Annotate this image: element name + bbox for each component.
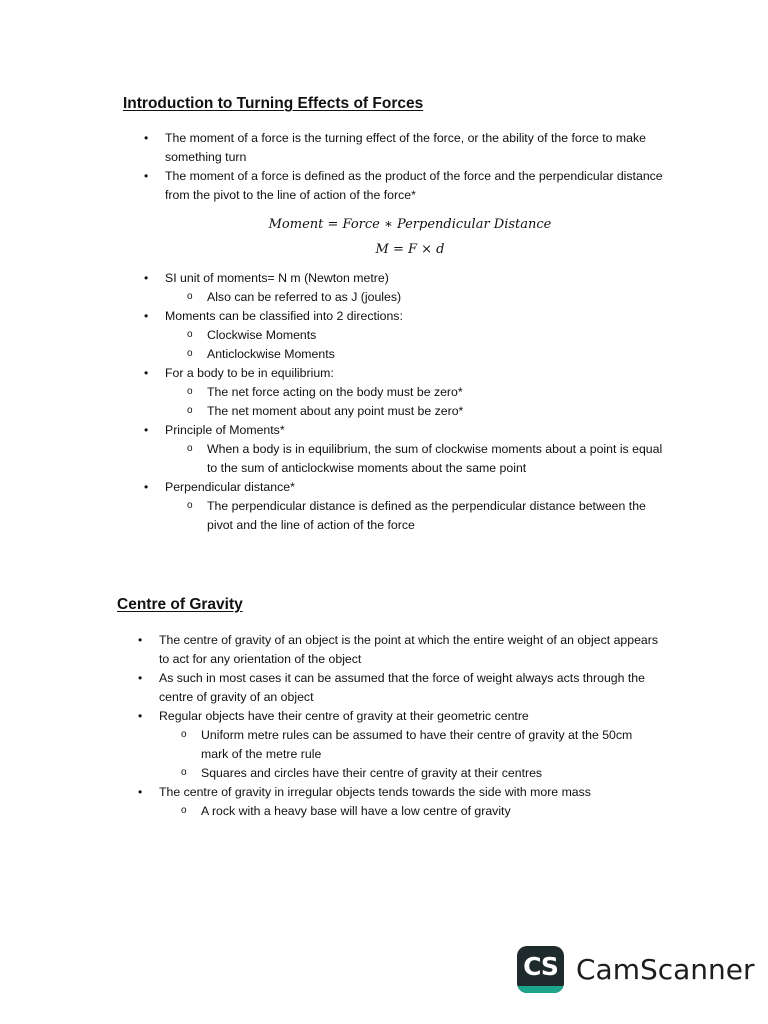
list-item: [117, 669, 717, 707]
sub-list-item: [117, 726, 717, 764]
line: mark of the metre rule: [201, 747, 322, 761]
line: pivot and the line of action of the force: [207, 518, 415, 532]
line: As such in most cases it can be assumed that the force of weight always acts through the: [159, 671, 645, 685]
list-item: • The centre of gravity in irregular objects tends towards the side with more mass: [117, 783, 717, 802]
line: something turn: [165, 150, 247, 164]
section-centre-of-gravity: [117, 596, 717, 821]
line: The moment of a force is defined as the product of the force and the perpendicular distance: [165, 169, 663, 183]
logo-wordmark: CamScanner: [576, 953, 755, 986]
list-item: [123, 167, 703, 205]
bullet-list: [123, 129, 703, 205]
list-item: • Principle of Moments*: [123, 421, 703, 440]
sub-list-item: o A rock with a heavy base will have a low centre of gravity: [117, 802, 717, 821]
sub-list-item: o The net force acting on the body must be zero*: [123, 383, 703, 402]
sub-list-item: o Also can be referred to as J (joules): [123, 288, 703, 307]
list-item: • For a body to be in equilibrium:: [123, 364, 703, 383]
camscanner-watermark: [517, 946, 755, 993]
formula-moment-symbols: M = F × d: [375, 242, 445, 257]
line: Uniform metre rules can be assumed to have their centre of gravity at the 50cm: [201, 728, 633, 742]
section-title: Introduction to Turning Effects of Forces: [123, 95, 424, 112]
line: to act for any orientation of the object: [159, 652, 362, 666]
line: to the sum of anticlockwise moments about the same point: [207, 461, 527, 475]
bullet-list: [123, 269, 703, 535]
sub-list-item: o The net moment about any point must be zero*: [123, 402, 703, 421]
list-item: • SI unit of moments= N m (Newton metre): [123, 269, 703, 288]
sub-list-item: o Squares and circles have their centre of gravity at their centres: [117, 764, 717, 783]
list-item: [123, 129, 703, 167]
line: The centre of gravity of an object is the point at which the entire weight of an object appears: [159, 633, 659, 647]
list-item: • Regular objects have their centre of gravity at their geometric centre: [117, 707, 717, 726]
line: When a body is in equilibrium, the sum of clockwise moments about a point is equal: [207, 442, 663, 456]
sub-list-item: [123, 440, 703, 478]
sub-list-item: o Anticlockwise Moments: [123, 345, 703, 364]
list-item: [117, 631, 717, 669]
line: The moment of a force is the turning effect of the force, or the ability of the force to make: [165, 131, 646, 145]
list-item: • Moments can be classified into 2 directions:: [123, 307, 703, 326]
line: centre of gravity of an object: [159, 690, 314, 704]
line: The perpendicular distance is defined as the perpendicular distance between the: [207, 499, 646, 513]
sub-list-item: [123, 497, 703, 535]
logo-accent-stripe: [517, 986, 564, 993]
line: from the pivot to the line of action of the force*: [165, 188, 416, 202]
camscanner-logo-icon: [517, 946, 564, 993]
formula-moment-words: Moment = Force ∗ Perpendicular Distance: [268, 217, 552, 232]
bullet-list: [117, 631, 717, 821]
sub-list-item: o Clockwise Moments: [123, 326, 703, 345]
section-turning-effects: [123, 95, 703, 535]
section-title: Centre of Gravity: [117, 596, 243, 613]
list-item: • Perpendicular distance*: [123, 478, 703, 497]
logo-badge-text: CS: [523, 952, 558, 981]
